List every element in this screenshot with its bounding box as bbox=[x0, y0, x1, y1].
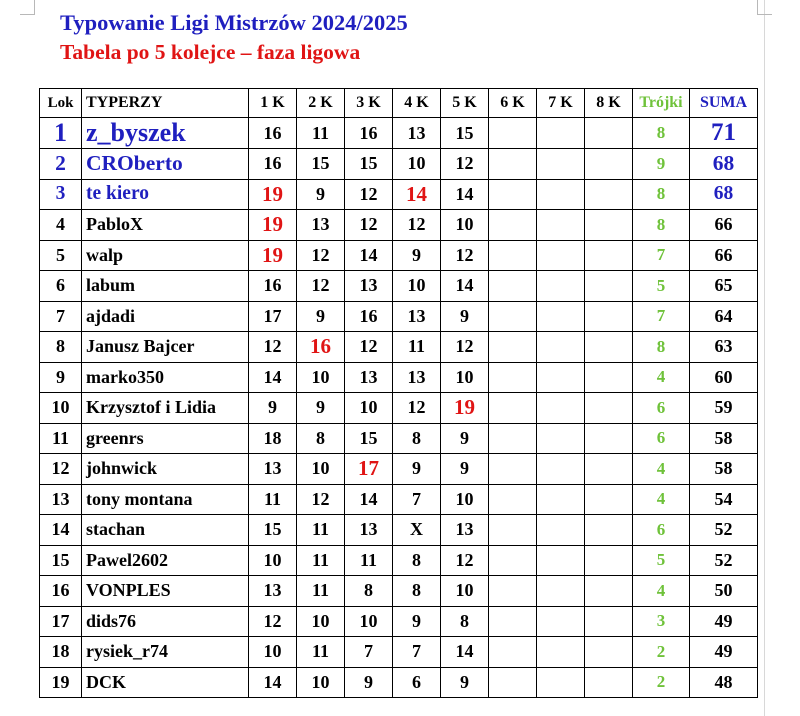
cell-round-4: 8 bbox=[393, 545, 441, 576]
cell-trojki: 5 bbox=[633, 545, 690, 576]
cell-round-2: 11 bbox=[297, 118, 345, 149]
cell-round-1: 11 bbox=[249, 484, 297, 515]
cell-typer-name: walp bbox=[82, 240, 249, 271]
cell-round-1: 9 bbox=[249, 393, 297, 424]
cell-round-1: 18 bbox=[249, 423, 297, 454]
cell-round-4: 13 bbox=[393, 362, 441, 393]
cell-round-3: 15 bbox=[345, 423, 393, 454]
cell-round-5: 9 bbox=[441, 301, 489, 332]
cell-round-4: 14 bbox=[393, 179, 441, 210]
cell-round-3: 13 bbox=[345, 362, 393, 393]
table-row bbox=[40, 667, 758, 698]
cell-round-1: 19 bbox=[249, 210, 297, 241]
table-row bbox=[40, 179, 758, 210]
cell-round-7 bbox=[537, 637, 585, 668]
table-row bbox=[40, 332, 758, 363]
cell-round-5: 9 bbox=[441, 423, 489, 454]
cell-typer-name: DCK bbox=[82, 667, 249, 698]
cell-suma: 60 bbox=[690, 362, 758, 393]
cell-round-8 bbox=[585, 423, 633, 454]
cell-round-3: 8 bbox=[345, 576, 393, 607]
cell-round-5: 14 bbox=[441, 179, 489, 210]
cell-round-7 bbox=[537, 118, 585, 149]
cell-lok: 7 bbox=[40, 301, 82, 332]
cell-suma: 58 bbox=[690, 454, 758, 485]
cell-round-8 bbox=[585, 362, 633, 393]
cell-round-8 bbox=[585, 149, 633, 180]
cell-round-1: 14 bbox=[249, 362, 297, 393]
cell-round-7 bbox=[537, 515, 585, 546]
cell-lok: 19 bbox=[40, 667, 82, 698]
cell-round-8 bbox=[585, 240, 633, 271]
cell-round-3: 9 bbox=[345, 667, 393, 698]
cell-typer-name: labum bbox=[82, 271, 249, 302]
cell-round-3: 14 bbox=[345, 484, 393, 515]
cell-round-6 bbox=[489, 362, 537, 393]
cell-round-7 bbox=[537, 271, 585, 302]
cell-lok: 17 bbox=[40, 606, 82, 637]
cell-typer-name: johnwick bbox=[82, 454, 249, 485]
cell-round-8 bbox=[585, 179, 633, 210]
cell-round-2: 11 bbox=[297, 515, 345, 546]
cell-typer-name: Krzysztof i Lidia bbox=[82, 393, 249, 424]
table-row bbox=[40, 637, 758, 668]
cell-round-4: 13 bbox=[393, 301, 441, 332]
cell-round-5: 14 bbox=[441, 637, 489, 668]
header-round-7: 7 K bbox=[537, 89, 585, 118]
cell-round-5: 9 bbox=[441, 667, 489, 698]
cell-round-7 bbox=[537, 301, 585, 332]
cell-round-5: 10 bbox=[441, 484, 489, 515]
cell-round-2: 9 bbox=[297, 179, 345, 210]
cell-round-1: 16 bbox=[249, 271, 297, 302]
cell-typer-name: ajdadi bbox=[82, 301, 249, 332]
cell-round-2: 11 bbox=[297, 576, 345, 607]
cell-lok: 5 bbox=[40, 240, 82, 271]
cell-round-2: 16 bbox=[297, 332, 345, 363]
table-row bbox=[40, 423, 758, 454]
cell-round-3: 12 bbox=[345, 179, 393, 210]
cell-round-2: 9 bbox=[297, 393, 345, 424]
cell-round-8 bbox=[585, 271, 633, 302]
cell-round-1: 15 bbox=[249, 515, 297, 546]
cell-round-5: 13 bbox=[441, 515, 489, 546]
cell-round-8 bbox=[585, 667, 633, 698]
cell-round-7 bbox=[537, 362, 585, 393]
cell-suma: 65 bbox=[690, 271, 758, 302]
cell-trojki: 3 bbox=[633, 606, 690, 637]
cell-round-3: 13 bbox=[345, 271, 393, 302]
cell-typer-name: Janusz Bajcer bbox=[82, 332, 249, 363]
cell-round-8 bbox=[585, 576, 633, 607]
cell-suma: 52 bbox=[690, 545, 758, 576]
cell-round-8 bbox=[585, 484, 633, 515]
cell-round-1: 19 bbox=[249, 240, 297, 271]
cell-round-6 bbox=[489, 545, 537, 576]
margin-corner-mark bbox=[757, 0, 772, 15]
cell-suma: 48 bbox=[690, 667, 758, 698]
cell-round-8 bbox=[585, 301, 633, 332]
cell-typer-name: Pawel2602 bbox=[82, 545, 249, 576]
table-row bbox=[40, 576, 758, 607]
cell-trojki: 4 bbox=[633, 484, 690, 515]
table-row bbox=[40, 545, 758, 576]
cell-round-4: 10 bbox=[393, 271, 441, 302]
table-row bbox=[40, 240, 758, 271]
cell-lok: 8 bbox=[40, 332, 82, 363]
cell-round-4: 8 bbox=[393, 423, 441, 454]
cell-round-4: 7 bbox=[393, 484, 441, 515]
cell-round-6 bbox=[489, 240, 537, 271]
cell-round-7 bbox=[537, 545, 585, 576]
cell-round-8 bbox=[585, 545, 633, 576]
header-round-1: 1 K bbox=[249, 89, 297, 118]
header-typerzy: TYPERZY bbox=[82, 89, 249, 118]
header-round-2: 2 K bbox=[297, 89, 345, 118]
cell-round-3: 10 bbox=[345, 393, 393, 424]
cell-round-7 bbox=[537, 576, 585, 607]
header-lok: Lok bbox=[40, 89, 82, 118]
cell-round-4: 7 bbox=[393, 637, 441, 668]
cell-round-3: 15 bbox=[345, 149, 393, 180]
cell-round-5: 8 bbox=[441, 606, 489, 637]
cell-trojki: 4 bbox=[633, 454, 690, 485]
cell-round-4: 13 bbox=[393, 118, 441, 149]
cell-suma: 49 bbox=[690, 637, 758, 668]
cell-round-2: 12 bbox=[297, 484, 345, 515]
cell-lok: 4 bbox=[40, 210, 82, 241]
cell-round-6 bbox=[489, 423, 537, 454]
cell-round-6 bbox=[489, 667, 537, 698]
cell-round-8 bbox=[585, 393, 633, 424]
cell-lok: 16 bbox=[40, 576, 82, 607]
cell-round-6 bbox=[489, 484, 537, 515]
cell-round-2: 13 bbox=[297, 210, 345, 241]
cell-round-6 bbox=[489, 271, 537, 302]
cell-round-2: 12 bbox=[297, 271, 345, 302]
cell-round-4: 9 bbox=[393, 606, 441, 637]
cell-suma: 50 bbox=[690, 576, 758, 607]
cell-round-2: 12 bbox=[297, 240, 345, 271]
cell-round-4: 10 bbox=[393, 149, 441, 180]
cell-trojki: 5 bbox=[633, 271, 690, 302]
cell-round-7 bbox=[537, 454, 585, 485]
cell-round-6 bbox=[489, 637, 537, 668]
cell-suma: 59 bbox=[690, 393, 758, 424]
cell-trojki: 2 bbox=[633, 667, 690, 698]
cell-lok: 14 bbox=[40, 515, 82, 546]
header-suma: SUMA bbox=[690, 89, 758, 118]
cell-round-7 bbox=[537, 393, 585, 424]
cell-lok: 15 bbox=[40, 545, 82, 576]
table-row bbox=[40, 515, 758, 546]
cell-round-3: 17 bbox=[345, 454, 393, 485]
cell-round-6 bbox=[489, 515, 537, 546]
standings-table bbox=[39, 88, 758, 698]
cell-typer-name: dids76 bbox=[82, 606, 249, 637]
cell-suma: 49 bbox=[690, 606, 758, 637]
cell-suma: 58 bbox=[690, 423, 758, 454]
cell-round-2: 11 bbox=[297, 545, 345, 576]
cell-trojki: 4 bbox=[633, 576, 690, 607]
cell-lok: 9 bbox=[40, 362, 82, 393]
header-round-5: 5 K bbox=[441, 89, 489, 118]
table-row bbox=[40, 301, 758, 332]
cell-round-8 bbox=[585, 454, 633, 485]
table-row bbox=[40, 393, 758, 424]
table-row bbox=[40, 484, 758, 515]
cell-round-1: 12 bbox=[249, 332, 297, 363]
cell-lok: 12 bbox=[40, 454, 82, 485]
cell-round-3: 16 bbox=[345, 301, 393, 332]
cell-round-8 bbox=[585, 210, 633, 241]
cell-round-7 bbox=[537, 423, 585, 454]
cell-round-5: 19 bbox=[441, 393, 489, 424]
cell-round-3: 11 bbox=[345, 545, 393, 576]
cell-round-7 bbox=[537, 332, 585, 363]
cell-round-6 bbox=[489, 301, 537, 332]
cell-typer-name: greenrs bbox=[82, 423, 249, 454]
cell-round-6 bbox=[489, 576, 537, 607]
cell-round-1: 17 bbox=[249, 301, 297, 332]
cell-round-7 bbox=[537, 484, 585, 515]
header-round-3: 3 K bbox=[345, 89, 393, 118]
cell-lok: 13 bbox=[40, 484, 82, 515]
margin-corner-mark bbox=[20, 0, 35, 15]
cell-round-5: 12 bbox=[441, 545, 489, 576]
cell-typer-name: PabloX bbox=[82, 210, 249, 241]
cell-round-5: 10 bbox=[441, 362, 489, 393]
cell-trojki: 6 bbox=[633, 515, 690, 546]
table-row bbox=[40, 210, 758, 241]
cell-trojki: 8 bbox=[633, 118, 690, 149]
cell-round-3: 10 bbox=[345, 606, 393, 637]
cell-round-6 bbox=[489, 210, 537, 241]
cell-typer-name: stachan bbox=[82, 515, 249, 546]
cell-suma: 68 bbox=[690, 179, 758, 210]
cell-suma: 54 bbox=[690, 484, 758, 515]
cell-lok: 11 bbox=[40, 423, 82, 454]
cell-round-6 bbox=[489, 118, 537, 149]
cell-round-1: 10 bbox=[249, 637, 297, 668]
cell-trojki: 8 bbox=[633, 210, 690, 241]
cell-lok: 1 bbox=[40, 118, 82, 149]
cell-round-8 bbox=[585, 515, 633, 546]
cell-round-4: 11 bbox=[393, 332, 441, 363]
cell-typer-name: marko350 bbox=[82, 362, 249, 393]
cell-trojki: 8 bbox=[633, 179, 690, 210]
cell-suma: 68 bbox=[690, 149, 758, 180]
cell-lok: 18 bbox=[40, 637, 82, 668]
cell-round-5: 10 bbox=[441, 576, 489, 607]
header-round-8: 8 K bbox=[585, 89, 633, 118]
cell-round-4: 12 bbox=[393, 393, 441, 424]
cell-round-1: 16 bbox=[249, 149, 297, 180]
cell-typer-name: tony montana bbox=[82, 484, 249, 515]
document-title: Typowanie Ligi Mistrzów 2024/2025 bbox=[60, 10, 408, 35]
cell-round-3: 16 bbox=[345, 118, 393, 149]
cell-round-6 bbox=[489, 454, 537, 485]
cell-trojki: 7 bbox=[633, 301, 690, 332]
cell-round-8 bbox=[585, 606, 633, 637]
cell-round-7 bbox=[537, 606, 585, 637]
cell-round-8 bbox=[585, 118, 633, 149]
table-row bbox=[40, 362, 758, 393]
cell-round-1: 13 bbox=[249, 454, 297, 485]
cell-round-6 bbox=[489, 149, 537, 180]
cell-round-6 bbox=[489, 179, 537, 210]
cell-round-2: 8 bbox=[297, 423, 345, 454]
cell-round-3: 14 bbox=[345, 240, 393, 271]
cell-round-3: 12 bbox=[345, 210, 393, 241]
cell-suma: 71 bbox=[690, 118, 758, 149]
header-trojki: Trójki bbox=[633, 89, 690, 118]
cell-round-4: 12 bbox=[393, 210, 441, 241]
cell-trojki: 8 bbox=[633, 332, 690, 363]
cell-round-7 bbox=[537, 667, 585, 698]
table-row bbox=[40, 118, 758, 149]
cell-trojki: 6 bbox=[633, 423, 690, 454]
cell-round-5: 12 bbox=[441, 240, 489, 271]
cell-suma: 64 bbox=[690, 301, 758, 332]
cell-round-6 bbox=[489, 332, 537, 363]
cell-round-2: 11 bbox=[297, 637, 345, 668]
cell-round-4: 9 bbox=[393, 454, 441, 485]
cell-round-2: 10 bbox=[297, 362, 345, 393]
cell-round-7 bbox=[537, 179, 585, 210]
cell-round-3: 12 bbox=[345, 332, 393, 363]
cell-round-2: 10 bbox=[297, 606, 345, 637]
cell-trojki: 7 bbox=[633, 240, 690, 271]
cell-round-5: 12 bbox=[441, 149, 489, 180]
cell-round-3: 13 bbox=[345, 515, 393, 546]
cell-lok: 10 bbox=[40, 393, 82, 424]
cell-round-7 bbox=[537, 240, 585, 271]
document-header bbox=[60, 8, 408, 66]
cell-lok: 3 bbox=[40, 179, 82, 210]
cell-round-8 bbox=[585, 332, 633, 363]
header-round-6: 6 K bbox=[489, 89, 537, 118]
cell-suma: 63 bbox=[690, 332, 758, 363]
cell-round-2: 10 bbox=[297, 667, 345, 698]
cell-round-7 bbox=[537, 210, 585, 241]
cell-suma: 66 bbox=[690, 210, 758, 241]
header-row bbox=[40, 89, 758, 118]
table-body bbox=[40, 118, 758, 698]
cell-round-6 bbox=[489, 606, 537, 637]
cell-trojki: 2 bbox=[633, 637, 690, 668]
document-subtitle: Tabela po 5 kolejce – faza ligowa bbox=[60, 40, 361, 64]
cell-typer-name: CROberto bbox=[82, 149, 249, 180]
cell-round-4: X bbox=[393, 515, 441, 546]
cell-round-3: 7 bbox=[345, 637, 393, 668]
cell-round-6 bbox=[489, 393, 537, 424]
cell-round-2: 10 bbox=[297, 454, 345, 485]
cell-round-1: 16 bbox=[249, 118, 297, 149]
table-row bbox=[40, 271, 758, 302]
cell-round-4: 6 bbox=[393, 667, 441, 698]
cell-round-8 bbox=[585, 637, 633, 668]
cell-typer-name: VONPLES bbox=[82, 576, 249, 607]
cell-round-5: 9 bbox=[441, 454, 489, 485]
cell-round-1: 19 bbox=[249, 179, 297, 210]
cell-suma: 52 bbox=[690, 515, 758, 546]
cell-round-4: 9 bbox=[393, 240, 441, 271]
cell-trojki: 6 bbox=[633, 393, 690, 424]
cell-round-2: 15 bbox=[297, 149, 345, 180]
cell-round-5: 14 bbox=[441, 271, 489, 302]
table-row bbox=[40, 454, 758, 485]
cell-lok: 6 bbox=[40, 271, 82, 302]
cell-typer-name: z_byszek bbox=[82, 118, 249, 149]
cell-round-5: 10 bbox=[441, 210, 489, 241]
cell-suma: 66 bbox=[690, 240, 758, 271]
cell-round-1: 13 bbox=[249, 576, 297, 607]
cell-typer-name: rysiek_r74 bbox=[82, 637, 249, 668]
table-row bbox=[40, 606, 758, 637]
table-row bbox=[40, 149, 758, 180]
cell-typer-name: te kiero bbox=[82, 179, 249, 210]
cell-round-1: 14 bbox=[249, 667, 297, 698]
cell-trojki: 9 bbox=[633, 149, 690, 180]
cell-trojki: 4 bbox=[633, 362, 690, 393]
cell-round-1: 12 bbox=[249, 606, 297, 637]
cell-round-2: 9 bbox=[297, 301, 345, 332]
header-round-4: 4 K bbox=[393, 89, 441, 118]
cell-lok: 2 bbox=[40, 149, 82, 180]
cell-round-4: 8 bbox=[393, 576, 441, 607]
cell-round-5: 15 bbox=[441, 118, 489, 149]
cell-round-1: 10 bbox=[249, 545, 297, 576]
cell-round-7 bbox=[537, 149, 585, 180]
cell-round-5: 12 bbox=[441, 332, 489, 363]
